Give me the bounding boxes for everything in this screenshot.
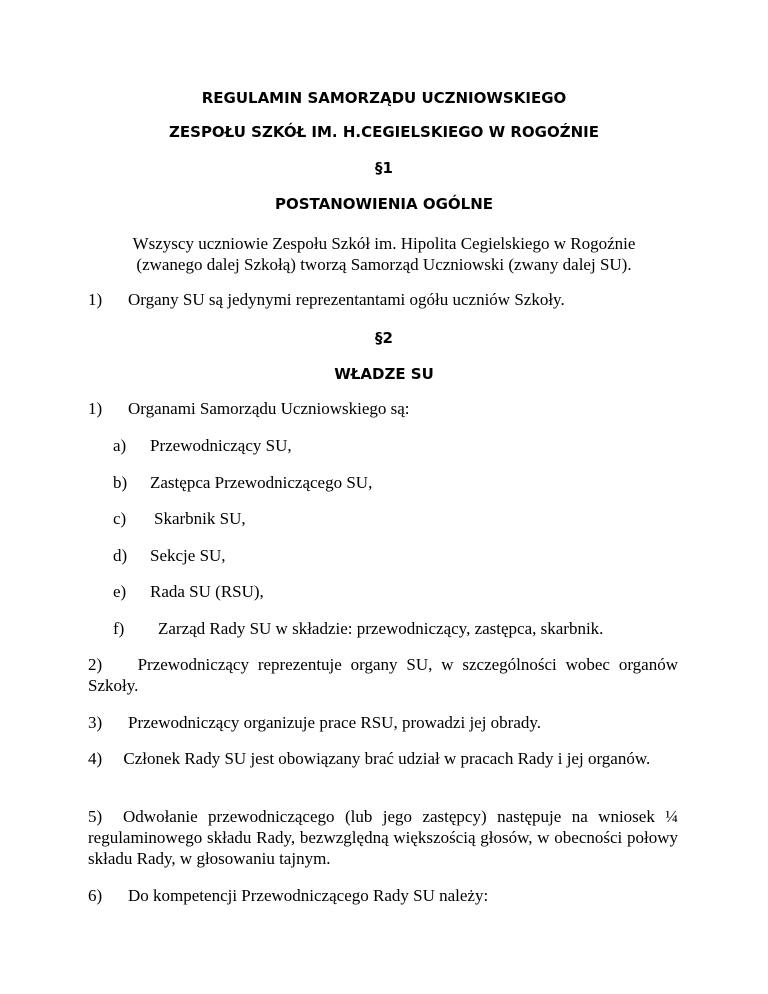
sub-item-letter: c) bbox=[113, 509, 127, 528]
sub-item-text: Rada SU (RSU), bbox=[150, 582, 264, 601]
item-text: Odwołanie przewodniczącego (lub jego zastępcy) następuje na wniosek ¼ regulaminowego składu Rady, bezwzględną większością głosów, w obecności połowy składu Rady, w głosowaniu tajnym. bbox=[88, 807, 679, 868]
item-number: 5) bbox=[88, 807, 103, 826]
sub-item-text: Zastępca Przewodniczącego SU, bbox=[150, 473, 373, 492]
section-2-paragraph-4 bbox=[88, 748, 678, 769]
document-title-line-2: ZESPOŁU SZKÓŁ IM. H.CEGIELSKIEGO W ROGOŹNIE bbox=[169, 123, 599, 141]
item-text: Organami Samorządu Uczniowskiego są: bbox=[128, 399, 410, 418]
sub-item-text: Zarząd Rady SU w składzie: przewodniczący, zastępca, skarbnik. bbox=[158, 619, 604, 638]
sub-item-letter: f) bbox=[113, 619, 125, 638]
sub-item-letter: e) bbox=[113, 582, 127, 601]
item-number: 6) bbox=[88, 886, 103, 905]
section-2-paragraph-5 bbox=[88, 806, 678, 869]
item-text: Przewodniczący reprezentuje organy SU, w szczególności wobec organów Szkoły. bbox=[88, 655, 679, 695]
section-2-paragraph-2 bbox=[88, 654, 678, 696]
sub-item-text: Przewodniczący SU, bbox=[150, 436, 292, 455]
section-1-symbol: §1 bbox=[375, 159, 393, 177]
item-number: 3) bbox=[88, 713, 103, 732]
item-text: Członek Rady SU jest obowiązany brać udział w pracach Rady i jej organów. bbox=[123, 749, 651, 768]
document-title-line-1: REGULAMIN SAMORZĄDU UCZNIOWSKIEGO bbox=[201, 89, 567, 107]
sub-item-text: Sekcje SU, bbox=[150, 546, 226, 565]
intro-line-2: (zwanego dalej Szkołą) tworzą Samorząd Uczniowski (zwany dalej SU). bbox=[136, 255, 632, 274]
item-number: 1) bbox=[88, 290, 103, 309]
item-text: Organy SU są jedynymi reprezentantami ogółu uczniów Szkoły. bbox=[128, 290, 565, 309]
sub-item-letter: a) bbox=[113, 436, 127, 455]
section-1-title: POSTANOWIENIA OGÓLNE bbox=[274, 195, 494, 213]
item-number: 1) bbox=[88, 399, 103, 418]
item-number: 2) bbox=[88, 655, 103, 674]
item-number: 4) bbox=[88, 749, 103, 768]
section-2-symbol: §2 bbox=[375, 329, 393, 347]
item-text: Przewodniczący organizuje prace RSU, prowadzi jej obrady. bbox=[128, 713, 542, 732]
sub-item-letter: d) bbox=[113, 546, 128, 565]
sub-item-letter: b) bbox=[113, 473, 128, 492]
intro-line-1: Wszyscy uczniowie Zespołu Szkół im. Hipolita Cegielskiego w Rogoźnie bbox=[132, 234, 636, 253]
item-text: Do kompetencji Przewodniczącego Rady SU należy: bbox=[128, 886, 489, 905]
section-2-title: WŁADZE SU bbox=[334, 365, 434, 383]
sub-item-text: Skarbnik SU, bbox=[154, 509, 246, 528]
